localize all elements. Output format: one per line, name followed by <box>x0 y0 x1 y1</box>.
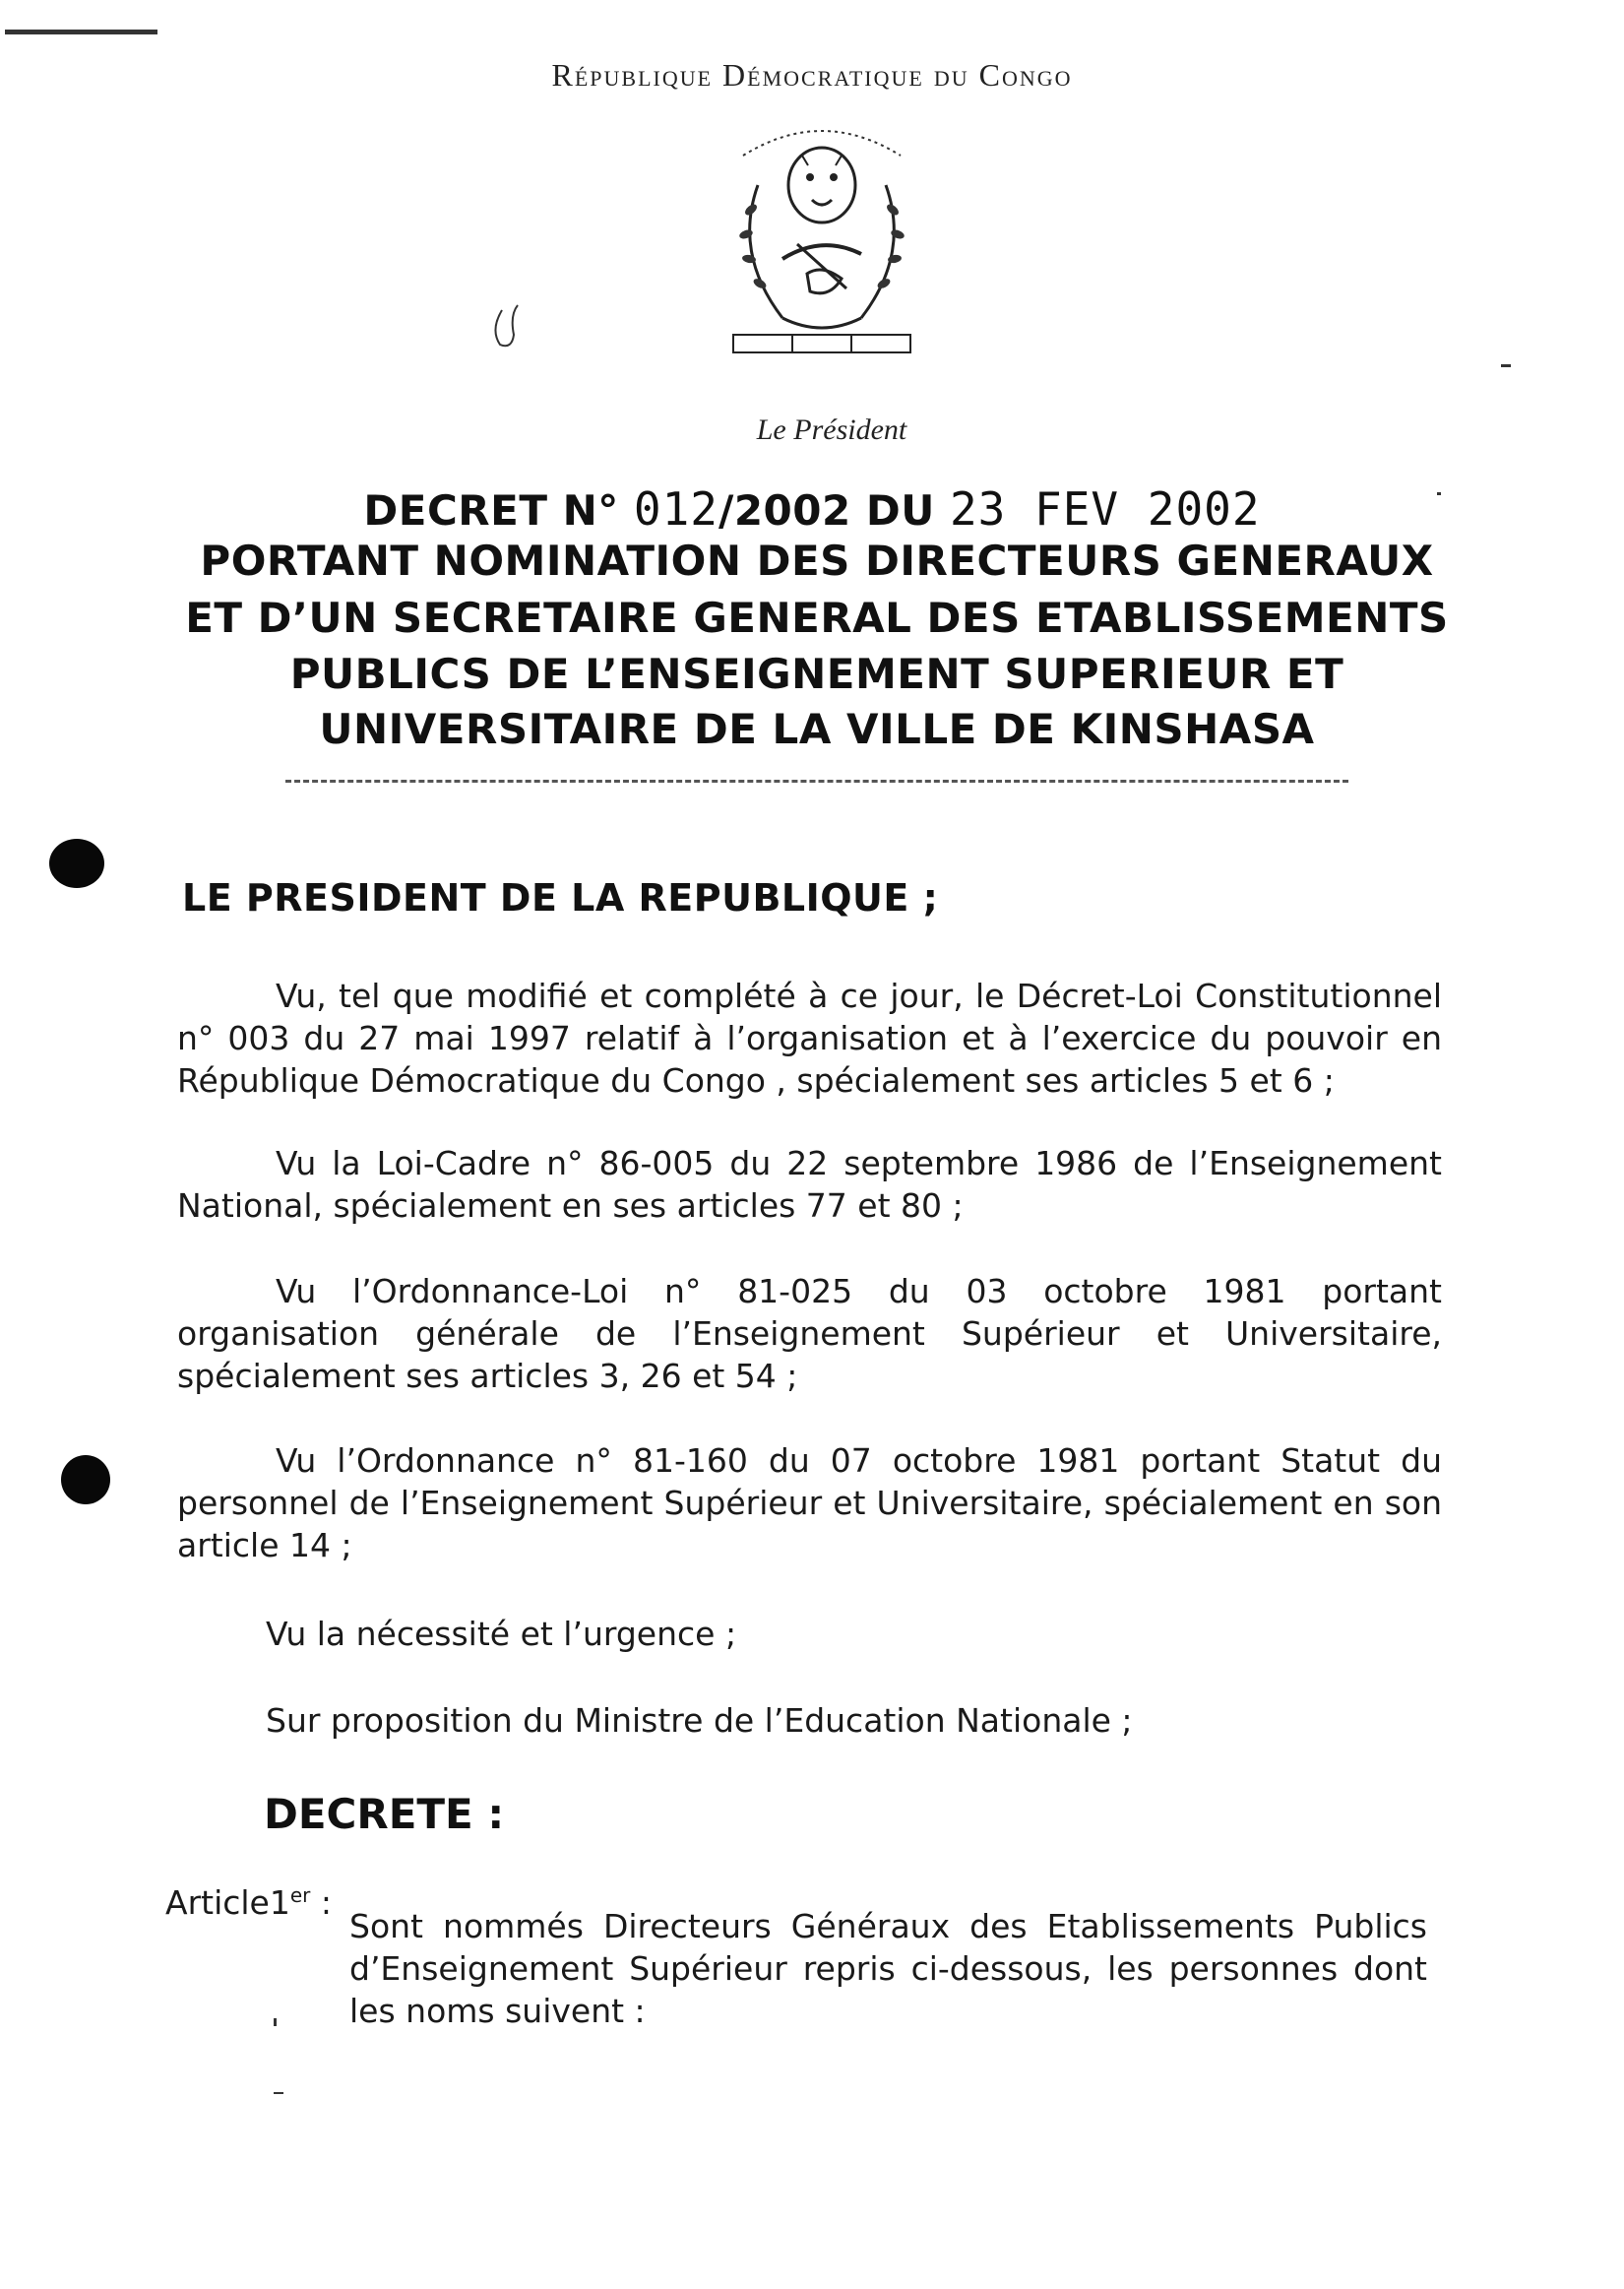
signatory-label: Le Président <box>756 413 907 446</box>
decree-du: DU <box>865 486 935 535</box>
decree-number-handwritten: 012 <box>633 482 718 536</box>
leopard-seal-icon <box>714 116 930 367</box>
punch-hole <box>49 839 104 888</box>
coat-of-arms-emblem <box>714 116 930 367</box>
president-heading: LE PRESIDENT DE LA REPUBLIQUE ; <box>182 876 939 920</box>
republic-header: République Démocratique du Congo <box>551 57 1073 93</box>
title-divider <box>285 780 1348 783</box>
article-text: Sont nommés Directeurs Généraux des Etablissements Publics d’Enseignement Supérieur repris ci-dessous, les personnes dont les noms suivent : <box>349 1907 1427 2030</box>
consideration-paragraph <box>177 975 1442 1102</box>
consideration-text: Vu la Loi-Cadre n° 86-005 du 22 septembre 1986 de l’Enseignement National, spécialement en ses articles 77 et 80 ; <box>177 1144 1442 1225</box>
decree-title-line: PUBLICS DE L’ENSEIGNEMENT SUPERIEUR ET <box>289 650 1344 698</box>
decree-prefix: DECRET N° <box>363 486 619 535</box>
scan-speck <box>274 2018 277 2026</box>
decree-year: /2002 <box>718 486 851 535</box>
consideration-paragraph <box>177 1439 1442 1566</box>
consideration-text: Vu l’Ordonnance n° 81-160 du 07 octobre 1981 portant Statut du personnel de l’Enseignement Supérieur et Universitaire, spécialement en son article 14 ; <box>177 1441 1442 1564</box>
decree-title-line: PORTANT NOMINATION DES DIRECTEURS GENERAUX <box>200 537 1434 585</box>
consideration-text: Vu, tel que modifié et complété à ce jour, le Décret-Loi Constitutionnel n° 003 du 27 mai 1997 relatif à l’organisation et à l’exercice du pouvoir en République Démocratique du Congo , spécialement ses articles 5 et 6 ; <box>177 977 1442 1100</box>
decree-title-line: ET D’UN SECRETAIRE GENERAL DES ETABLISSEMENTS <box>185 594 1449 642</box>
scan-mark <box>5 30 157 34</box>
article-label-colon: : <box>310 1883 333 1922</box>
consideration-paragraph: Sur proposition du Ministre de l’Education Nationale ; <box>266 1701 1133 1740</box>
punch-hole <box>61 1455 110 1504</box>
article-label-suffix: er <box>289 1883 311 1907</box>
decree-title-line: UNIVERSITAIRE DE LA VILLE DE KINSHASA <box>319 705 1315 753</box>
decree-date-stamp: 23 FEV 2002 <box>949 482 1261 536</box>
scan-speck <box>1501 364 1511 367</box>
scan-speck <box>274 2092 283 2094</box>
scan-speck <box>1437 492 1441 495</box>
consideration-paragraph <box>177 1142 1442 1227</box>
article-label-text: Article1 <box>165 1883 290 1922</box>
consideration-paragraph <box>177 1270 1442 1397</box>
decree-number-line <box>0 482 1624 536</box>
consideration-paragraph: Vu la nécessité et l’urgence ; <box>266 1615 737 1653</box>
decrete-heading: DECRETE : <box>264 1790 505 1838</box>
article-label <box>165 1883 332 1922</box>
handwritten-mark <box>482 300 531 363</box>
consideration-text: Vu l’Ordonnance-Loi n° 81-025 du 03 octobre 1981 portant organisation générale de l’Enseignement Supérieur et Universitaire, spécialement ses articles 3, 26 et 54 ; <box>177 1272 1442 1395</box>
